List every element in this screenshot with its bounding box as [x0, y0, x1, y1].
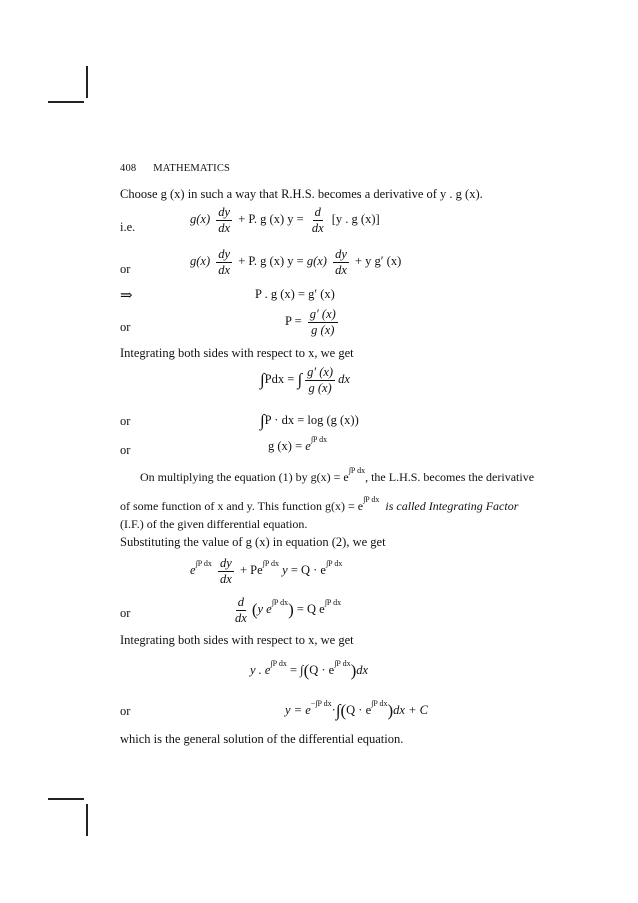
label-or: or: [120, 320, 131, 334]
label-or: or: [120, 262, 131, 276]
equation-10: y . $e^{\int P dx} = \int(Q \cdot e^{\int P dx})dx$: [250, 659, 369, 680]
running-title: MATHEMATICS: [153, 163, 231, 174]
body-text: Integrating both sides with respect to x, we get: [120, 346, 354, 360]
body-text: which is the general solution of the differential equation.: [120, 732, 404, 746]
label-ie: i.e.: [120, 220, 136, 234]
label-or: or: [120, 414, 131, 428]
equation-6: ∫P · dx = log (g (x)): [260, 411, 359, 430]
equation-11: $y = e^{-\int P dx}\cdot\int(Q \cdot e^{\int P dx})dx + C$: [285, 699, 428, 720]
label-or: or: [120, 443, 131, 457]
body-text: Substituting the value of g (x) in equation (2), we get: [120, 535, 386, 549]
paragraph-line: of some function of x and y. This function $g(x) = e^{\int P dx}$ is called Integrating Factor: [120, 495, 519, 513]
crop-mark: [48, 101, 84, 103]
equation-3: P . g (x) = g′ (x): [255, 287, 335, 301]
equation-4: P = $\frac{g' (x)}{g (x)}$: [285, 307, 336, 337]
equation-2: g(x) $\frac{dy}{dx}$ + P. g (x) y = g(x) $\frac{dy}{dx}$ + y g′ (x): [190, 247, 402, 277]
body-text: Integrating both sides with respect to x, we get: [120, 633, 354, 647]
label-or: or: [120, 704, 131, 718]
page-header: [120, 163, 230, 174]
equation-5: ∫Pdx = ∫ $\frac{g' (x)}{g (x)}$ dx: [260, 365, 350, 395]
equation-9: $\frac{d}{dx}$ (y $e^{\int P dx}) = Q$ $e^{\int P dx}$: [235, 595, 342, 625]
crop-mark: [86, 66, 88, 98]
crop-mark: [48, 798, 84, 800]
page-number: 408: [120, 163, 137, 174]
equation-7: g $(x) = e^{\int P dx}$: [268, 435, 328, 453]
paragraph-line: (I.F.) of the given differential equation.: [120, 517, 308, 531]
body-text: Choose g (x) in such a way that R.H.S. becomes a derivative of y . g (x).: [120, 187, 483, 201]
label-or: or: [120, 606, 131, 620]
implies-symbol: ⇒: [120, 288, 133, 304]
equation-8: $e^{\int P dx}$ $\frac{dy}{dx}$ + $Pe^{\int P dx}$ $y = Q \cdot e^{\int P dx}$: [190, 556, 343, 586]
crop-mark: [86, 804, 88, 836]
paragraph-line: On multiplying the equation (1) by $g(x) = e^{\int P dx}$, the L.H.S. becomes the derivative: [140, 466, 535, 484]
equation-1: g(x) $\frac{dy}{dx}$ + P. g (x) y = $\frac{d}{dx}$ [y . g (x)]: [190, 205, 380, 235]
